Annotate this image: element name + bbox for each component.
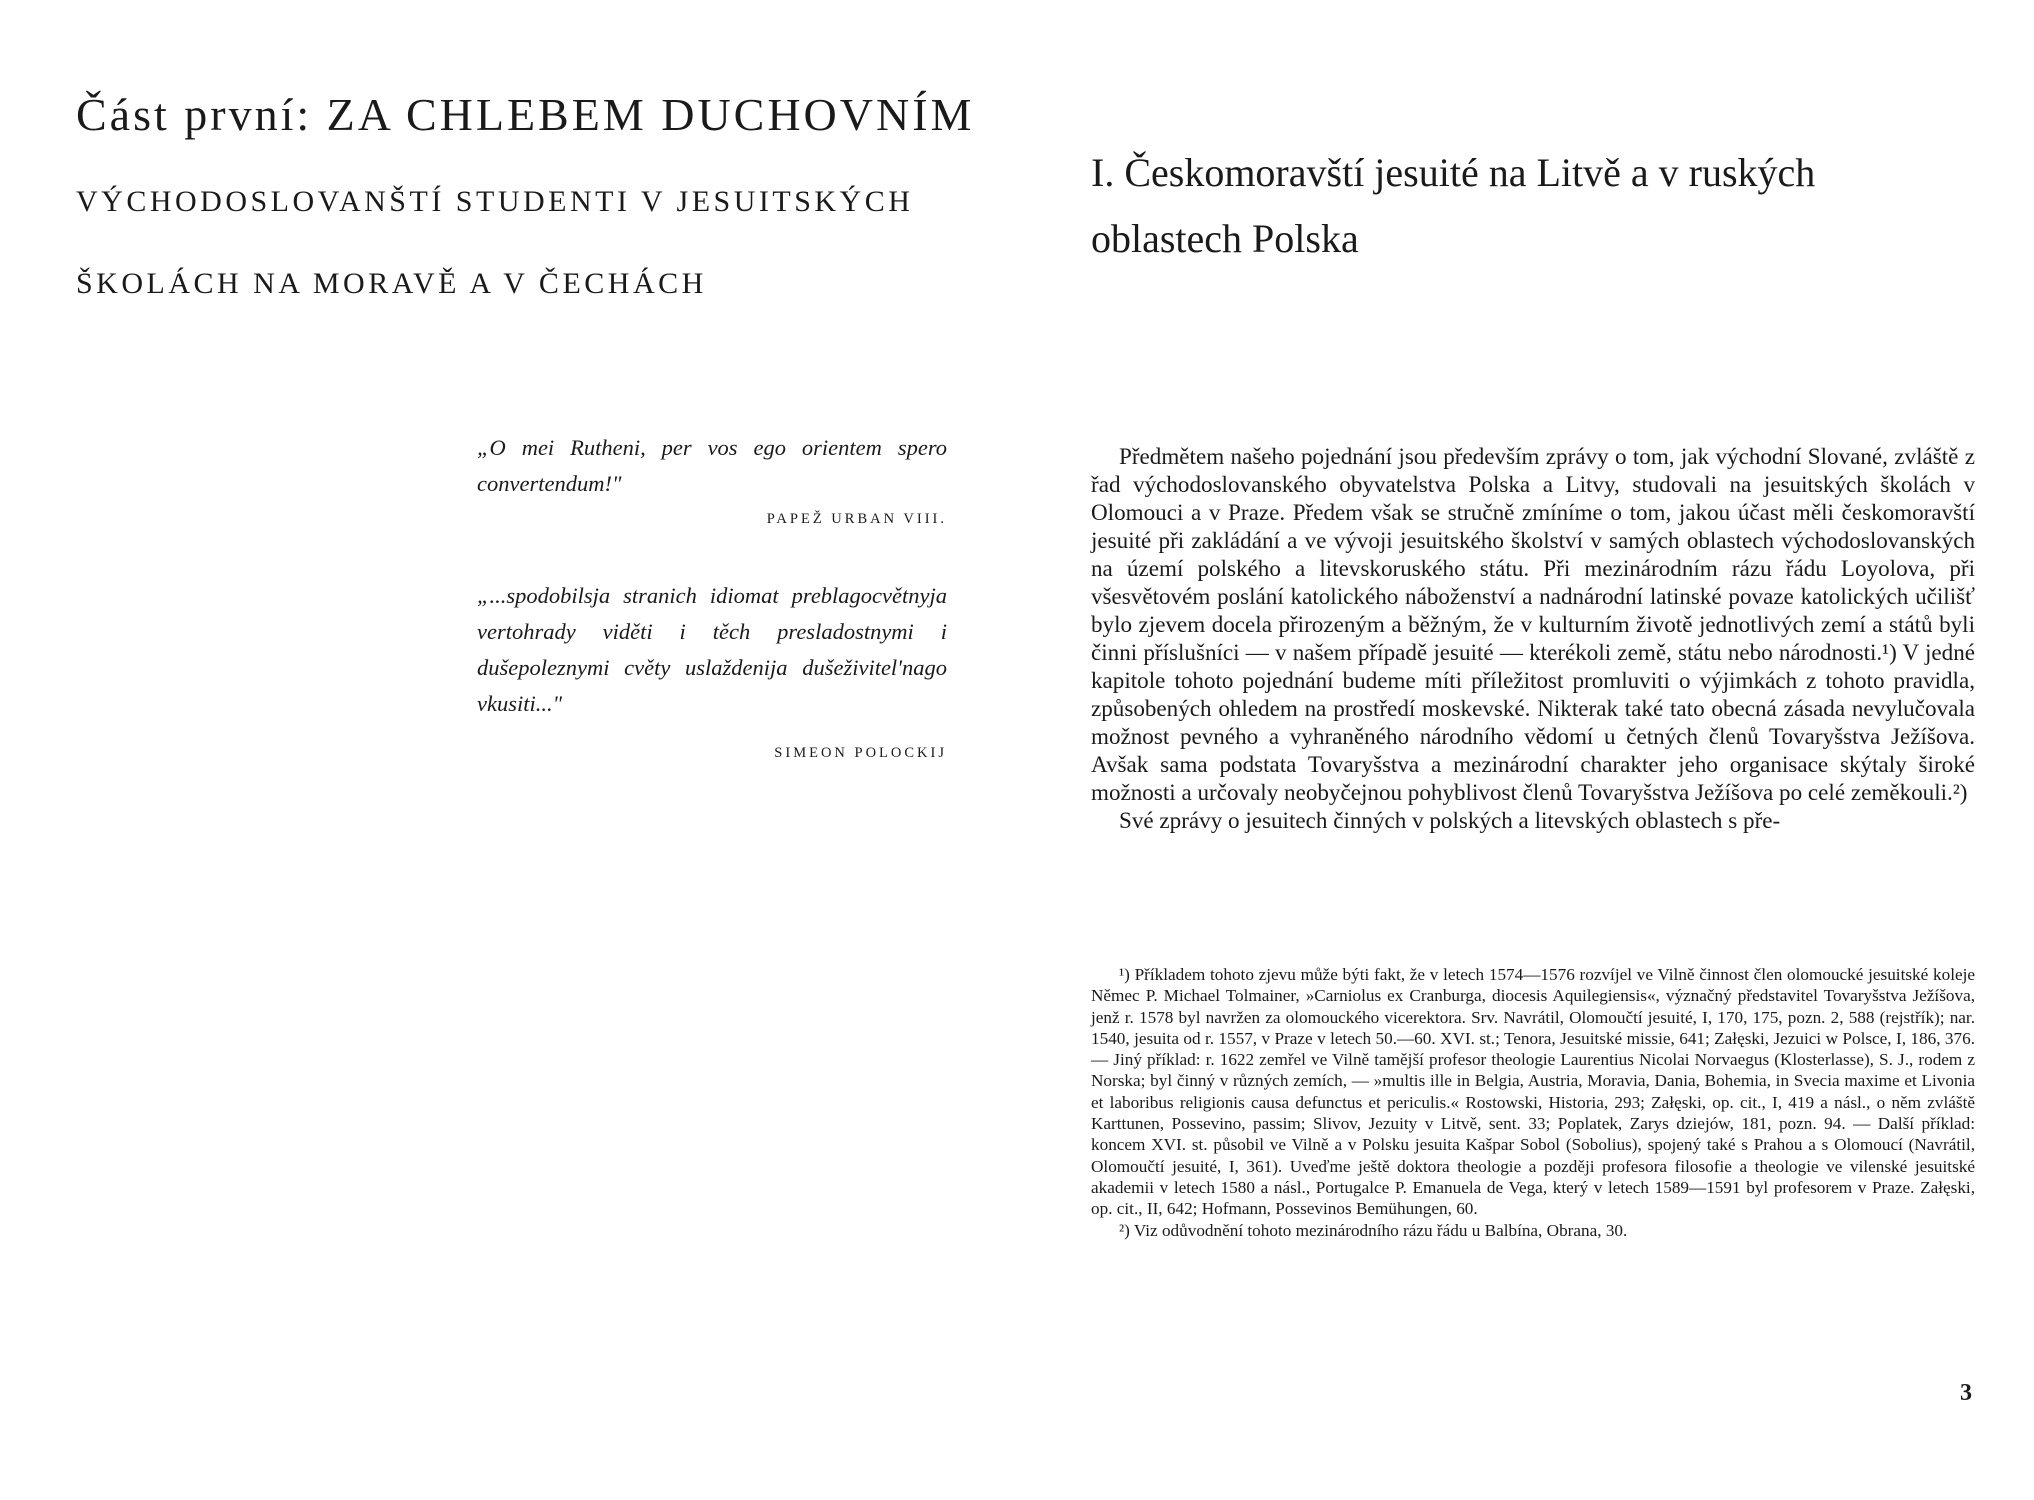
page-number: 3: [1960, 1380, 1972, 1406]
right-page: [1034, 0, 2034, 1500]
footnote-2: ²) Viz odůvodnění tohoto mezinárodního rázu řádu u Balbína, Obrana, 30.: [1119, 1220, 1628, 1240]
left-page: [0, 0, 1000, 1500]
motto-urban: „O mei Rutheni, per vos ego orientem spero convertendum!": [477, 435, 947, 496]
motto-polockij-attribution: SIMEON POLOCKIJ: [774, 745, 947, 761]
body-text: [1091, 442, 1975, 834]
footnote-1: ¹) Příkladem tohoto zjevu může býti fakt, že v letech 1574—1576 rozvíjel ve Vilně činnost člen olomoucké jesuitské koleje Němec P. Michael Tolmainer, »Carniolus ex Cranburga, diocesis Aquilegiensis«, význačný představitel Tovaryšstva Ježíšova, jenž r. 1578 byl navržen za olomouckého vicerektora. Srv. Navrátil, Olomoučtí jesuité, I, 170, 175, pozn. 2, 588 (rejstřík); nar. 1540, jesuita od r. 1557, v Praze v letech 50.—60. XVI. st.; Tenora, Jesuitské missie, 641; Załęski, Jezuici w Polsce, I, 186, 376. — Jiný příklad: r. 1622 zemřel ve Vilně tamější profesor theologie Laurentius Nicolai Norvaegus (Klosterlasse), S. J., rodem z Norska; byl činný v různých zemích, — »multis ille in Belgia, Austria, Moravia, Dania, Bohemia, in Svecia maxime et Livonia et laboribus religionis causa defunctus et periculis.« Rostowski, Historia, 293; Załęski, op. cit., I, 419 a násl., o něm zvláště Karttunen, Possevino, passim; Slivov, Jezuity v Litvě, sent. 33; Poplatek, Zarys dziejów, 181, pozn. 94. — Další příklad: koncem XVI. st. působil ve Vilně a v Polsku jesuita Kašpar Sobol (Sobolius), spojený také s Prahou a s Olomoucí (Navrátil, Olomoučtí jesuité, I, 361). Uveďme ještě doktora theologie a později profesora filosofie a theologie ve vilenské jesuitské akademii v letech 1580 a násl., Portugalce P. Emanuela de Vega, který v letech 1589—1591 byl profesorem v Praze. Załęski, op. cit., II, 642; Hofmann, Possevinos Bemühungen, 60.: [1091, 965, 1975, 1219]
footnotes: [1091, 964, 1975, 1241]
paragraph: Předmětem našeho pojednání jsou především zprávy o tom, jak východní Slované, zvláště z řad východoslovanského obyvatelstva Polska a Litvy, studovali na jesuitských školách v Olomouci a v Praze. Předem však se stručně zmíníme o tom, jakou účast měli českomoravští jesuité při zakládání a ve vývoji jesuitského školství v samých oblastech východoslovanských na území polského a litevskoruského státu. Při mezinárodním rázu řádu Loyolova, při všesvětovém poslání katolického náboženství a nadnárodní latinské povaze katolických učilišť bylo zjevem docela přirozeným a běžným, že v kulturním životě jednotlivých zemí a států byli činni příslušníci — v našem případě jesuité — kterékoli země, státu nebo národnosti.¹) V jedné kapitole tohoto pojednání budeme míti příležitost promluviti o výjimkách z tohoto pravidla, způsobených ohledem na prostředí moskevské. Nikterak také tato obecná zásada nevylučovala možnost pevného a vyhraněného národního vědomí u četných členů Tovaryšstva Ježíšova. Avšak sama podstata Tovaryšstva a mezinárodní charakter jeho organisace skýtaly široké možnosti a určovaly neobyčejnou pohyblivost členů Tovaryšstva Ježíšova po celé zeměkouli.²): [1091, 443, 1975, 805]
paragraph: Své zprávy o jesuitech činných v polských a litevských oblastech s pře-: [1119, 807, 1781, 833]
motto-polockij: „...spodobilsja stranich idiomat preblagocvětnyja vertohrady viděti i těch presladostnymi i dušepoleznymi cvěty uslaždenija dušeživitel'nago vkusiti...": [477, 583, 947, 716]
part-title: Část první: ZA CHLEBEM DUCHOVNÍM: [76, 89, 975, 140]
motto-urban-attribution: PAPEŽ URBAN VIII.: [766, 511, 947, 527]
section-title-line-2: ŠKOLÁCH NA MORAVĚ A V ČECHÁCH: [76, 267, 707, 300]
chapter-title: I. Českomoravští jesuité na Litvě a v ruských oblastech Polska: [1091, 150, 1816, 261]
section-title-line-1: VÝCHODOSLOVANŠTÍ STUDENTI V JESUITSKÝCH: [76, 185, 914, 218]
